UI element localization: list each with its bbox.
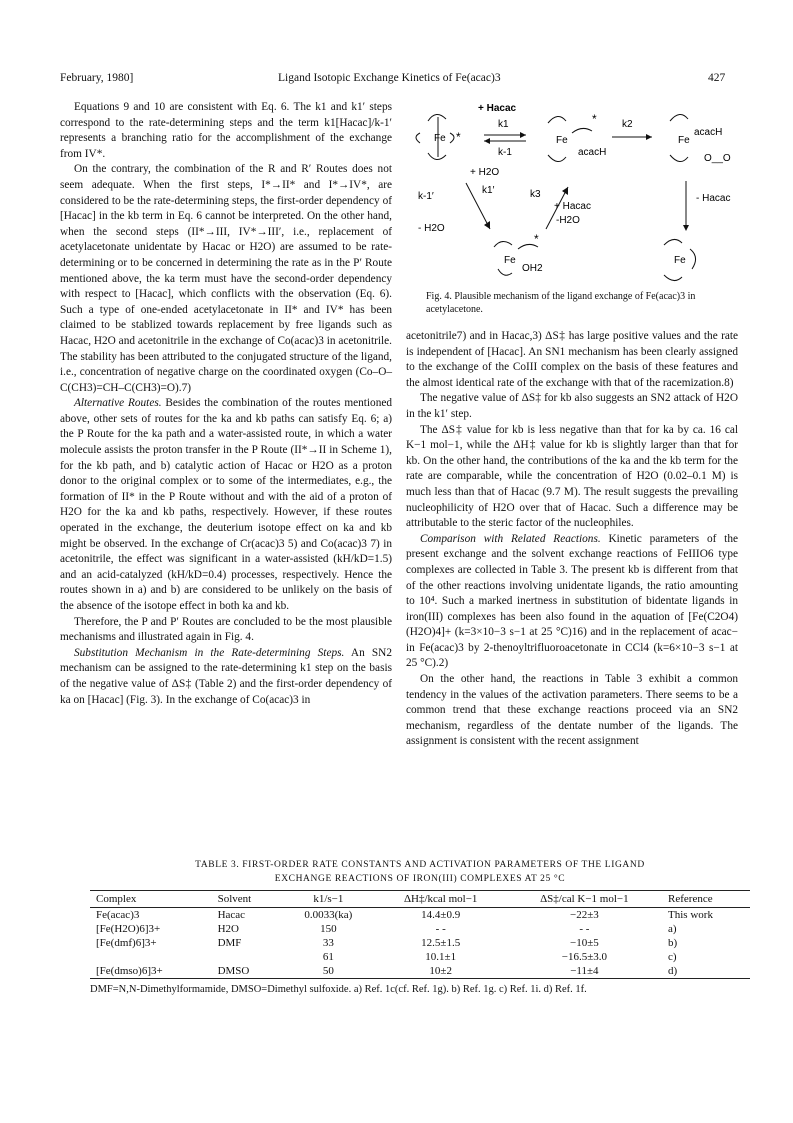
table-cell: b) <box>668 937 678 949</box>
hacac-minus-right-label: - Hacac <box>696 193 731 204</box>
running-header-date: February, 1980] <box>60 72 134 84</box>
paragraph-text: An SN2 mechanism can be assigned to the rate-determining k1 step on the basis of the negative value of ΔS‡ (Table 2) and the first-order dependency of ka on [Hacac] (Fig. 3). In the exchange of Co(acac)3 in <box>60 646 392 706</box>
table-footnote: DMF=N,N-Dimethylformamide, DMSO=Dimethyl sulfoxide. a) Ref. 1c(cf. Ref. 1g). b) Ref. 1g. c) Ref. 1i. d) Ref. 1f. <box>90 984 587 995</box>
table-cell: [Fe(H2O)6]3+ <box>96 923 161 935</box>
table-cell: 50 <box>282 964 375 979</box>
complex-fe-acac3 <box>416 114 461 159</box>
table-cell: 61 <box>322 951 334 963</box>
paragraph <box>60 396 392 614</box>
paragraph-text: On the contrary, the combination of the R and R′ Routes does not seem adequate. When the first steps, I*→II* and I*→IV*, are considered to be the rate-determining steps, the first-order dependency of [Hacac] in the kb term in Eq. 6 cannot be interpreted. On the other hand, when the second steps (II*→III, IV*→III′, i.e., replacement of acetylacetonate unidentate by Hacac or H2O) are assumed to be rate-determining or to be concerned in determining the rate as in the P′ Route mentioned above, the ka term must have the second-order dependency with respect to [Hacac], which conflicts with the observation (Eq. 6). Such a type of one-ended acetylacetonate in II* and IV* has been claimed to be stablized towards replacement by free ligands such as Hacac, H2O and acetonitrile in the exchange of Co(acac)3 in acetonitrile. The stability has been attributed to the conjugated structure of the ligand, i.e., concentration of negative charge on the coordinated oxygen (Co–O–C(CH3)=CH–C(CH3)=O).7) <box>60 163 392 394</box>
h2o-minus-left-label: - H2O <box>418 223 445 234</box>
k-minus1-label: k-1 <box>498 147 512 158</box>
paragraph-text: Therefore, the P and P′ Routes are concluded to be the most plausible mechanisms and illustrated again in Fig. 4. <box>60 615 392 644</box>
table-cell: 10.1±1 <box>425 951 457 963</box>
paragraph-text: Equations 9 and 10 are consistent with Eq. 6. The k1 and k1′ steps correspond to the rate-determining steps and the term k1[Hacac]/k-1′ represents a branching ratio for the accomplishment of the exchange from IV*. <box>60 101 392 160</box>
paragraph-text: Besides the combination of the routes mentioned above, other sets of routes for the ka and kb paths can satisfy Eq. 6; a) the P Route for the ka path and a water-assisted route, in which a water molecule assists the proton transfer in the P Route (II*→II in Scheme 1), for the kb path, and b) catalytic action of Hacac or H2O as a proton donor to the original complex or to some of the intermediates, e.g., the formation of II* in the P Route without and with the aid of a proton of H2O for the ka and kb paths, respectively. However, if these routes operated in the exchange, the deuterium isotope effect on ka and kb might be observed. In the exchange of Cr(acac)3 5) and Co(acac)3 7) in acetonitrile, the effect was significant in a water-assisted (kH/kD=1.5) and an acid-catalyzed (kH/kD=0.4) processes, respectively. Hence the routes shown in a) and b) are considered to be unlikely on the basis of the absence of the isotope effect in both ka and kb. <box>60 397 393 612</box>
paragraph <box>60 615 392 646</box>
svg-text:Fe: Fe <box>556 135 568 146</box>
paragraph-text: The negative value of ΔS‡ for kb also suggests an SN2 attack of H2O in the k1′ step. <box>406 392 738 420</box>
paragraph <box>406 329 738 391</box>
table-cell: 14.4±0.9 <box>421 909 461 921</box>
svg-text:*: * <box>456 130 461 144</box>
column-header: k1/s−1 <box>282 891 375 908</box>
table-cell: Hacac <box>217 909 246 921</box>
table-cell: 12.5±1.5 <box>421 937 461 949</box>
paragraph <box>60 162 392 396</box>
hacac-mid-label: + Hacac <box>554 201 591 212</box>
paragraph <box>406 391 738 422</box>
page-number: 427 <box>708 72 726 84</box>
paragraph <box>406 672 738 750</box>
table-3-grid <box>90 890 750 979</box>
paragraph-text: The ΔS‡ value for kb is less negative than that for ka by ca. 16 cal K−1 mol−1, while the ΔH‡ value for kb is slightly larger than that for kb. On the other hand, the contributions of the ka and the kb term for the rate are comparable, while the concentration of H2O (0.02–0.1 M) is much less than that of Hacac (9.7 M). The result suggests the prevailing nucleophilicity of H2O over that of Hacac. Such a difference may be attributable to the steric factor of the nucleophiles. <box>406 423 738 530</box>
table-row <box>90 950 750 964</box>
svg-text:Fe: Fe <box>504 255 516 266</box>
svg-text:Fe: Fe <box>674 255 686 266</box>
paragraph <box>406 532 738 672</box>
running-header-title: Ligand Isotopic Exchange Kinetics of Fe(acac)3 <box>278 72 501 84</box>
paragraph-text: acetonitrile7) and in Hacac,3) ΔS‡ has large positive values and the rate is independent of [Hacac]. An SN1 mechanism has been clearly assigned to the exchange of the CoIII complex on the basis of these features and the almost identical rate of the exchange with that of the racemization.8) <box>406 330 738 389</box>
complex-iv-star <box>494 232 543 275</box>
k2-label: k2 <box>622 119 633 130</box>
complex-ii-star <box>548 112 606 162</box>
table-row <box>90 908 750 923</box>
svg-text:*: * <box>592 112 597 126</box>
table-row <box>90 936 750 950</box>
column-header: ΔS‡/cal K−1 mol−1 <box>507 891 662 908</box>
table-cell: Fe(acac)3 <box>96 909 140 921</box>
hacac-plus-label: + Hacac <box>478 103 517 114</box>
paragraph-text: On the other hand, the reactions in Table 3 exhibit a common tendency in the values of the activation parameters. There seems to be a common trend that these exchange reactions proceed via an SN2 mechanism, regardless of the dentate number of the ligands. The assignment is consistent with the recent assignment <box>406 673 738 748</box>
svg-text:OH2: OH2 <box>522 263 543 274</box>
complex-iii <box>670 114 731 164</box>
k-minus1-prime-label: k-1′ <box>418 191 434 202</box>
h2o-plus-label: + H2O <box>470 167 500 178</box>
table-cell: a) <box>668 923 677 935</box>
table-cell: 0.0033(ka) <box>304 909 353 921</box>
table-row <box>90 964 750 979</box>
table-cell: 10±2 <box>375 964 507 979</box>
svg-text:*: * <box>534 232 539 246</box>
svg-text:acacH: acacH <box>694 127 723 138</box>
table-cell <box>212 950 282 964</box>
svg-text:acacH: acacH <box>578 147 607 158</box>
table-caption-line1: TABLE 3. FIRST-ORDER RATE CONSTANTS AND ACTIVATION PARAMETERS OF THE LIGAND <box>195 860 645 870</box>
table-header-row <box>90 891 750 908</box>
paragraph <box>60 646 392 708</box>
table-cell: - - <box>435 923 446 935</box>
table-cell: 33 <box>322 937 334 949</box>
table-row <box>90 922 750 936</box>
table-cell: [Fe(dmf)6]3+ <box>96 937 157 949</box>
paragraph-text: Kinetic parameters of the present exchange and the solvent exchange reactions of FeIIIO6 type complexes are collected in Table 3. The present kb is different from that of the other reactions involving unidentate ligands, the ratio amounting to 10⁴. Such a marked inertness in substitution of bidentate ligands in iron(III) complexes has been also found in the aquation of [Fe(C2O4)(H2O)4]+ (k=3×10−3 s−1 at 25 °C)16) and in the replacement of acac− in Fe(acac)3 by 2-thenoyltrifluoroacetonate in CCl4 (k=6×10−3 s−1 at 25 °C).2) <box>406 532 738 670</box>
k1-prime-label: k1′ <box>482 185 495 196</box>
table-cell: DMF <box>217 937 242 949</box>
table-cell: H2O <box>217 923 239 935</box>
section-lead: Alternative Routes. <box>74 397 162 410</box>
section-lead: Comparison with Related Reactions. <box>420 532 601 545</box>
paragraph <box>60 100 392 162</box>
column-header: Complex <box>90 891 212 908</box>
table-cell <box>90 950 212 964</box>
h2o-minus-mid-label: -H2O <box>556 215 580 226</box>
left-column <box>60 100 392 708</box>
right-column <box>406 329 738 750</box>
figure-caption: Fig. 4. Plausible mechanism of the ligand exchange of Fe(acac)3 in acetylacetone. <box>426 291 696 315</box>
svg-text:Fe: Fe <box>678 135 690 146</box>
paragraph <box>406 423 738 532</box>
k3-label: k3 <box>530 189 541 200</box>
k1-label: k1 <box>498 119 509 130</box>
column-header: ΔH‡/kcal mol−1 <box>375 891 507 908</box>
table-cell: [Fe(dmso)6]3+ <box>90 964 212 979</box>
table-caption-line2: EXCHANGE REACTIONS OF IRON(III) COMPLEXES AT 25 °C <box>274 874 566 884</box>
table-cell: - - <box>579 923 590 935</box>
table-cell: DMSO <box>212 964 282 979</box>
column-header: Solvent <box>212 891 282 908</box>
section-lead: Substitution Mechanism in the Rate-determining Steps. <box>74 646 345 659</box>
fe-label: Fe <box>434 133 446 144</box>
complex-fe-acac3-final <box>664 239 696 280</box>
table-cell: −10±5 <box>570 937 599 949</box>
table-cell: c) <box>668 951 677 963</box>
column-header: Reference <box>662 891 750 908</box>
table-cell: 150 <box>320 923 337 935</box>
table-3 <box>90 858 750 997</box>
table-cell: This work <box>668 909 713 921</box>
table-cell: d) <box>662 964 750 979</box>
svg-text:O__O: O__O <box>704 153 731 164</box>
table-cell: −16.5±3.0 <box>561 951 607 963</box>
table-cell: −22±3 <box>570 909 599 921</box>
table-cell: −11±4 <box>507 964 662 979</box>
